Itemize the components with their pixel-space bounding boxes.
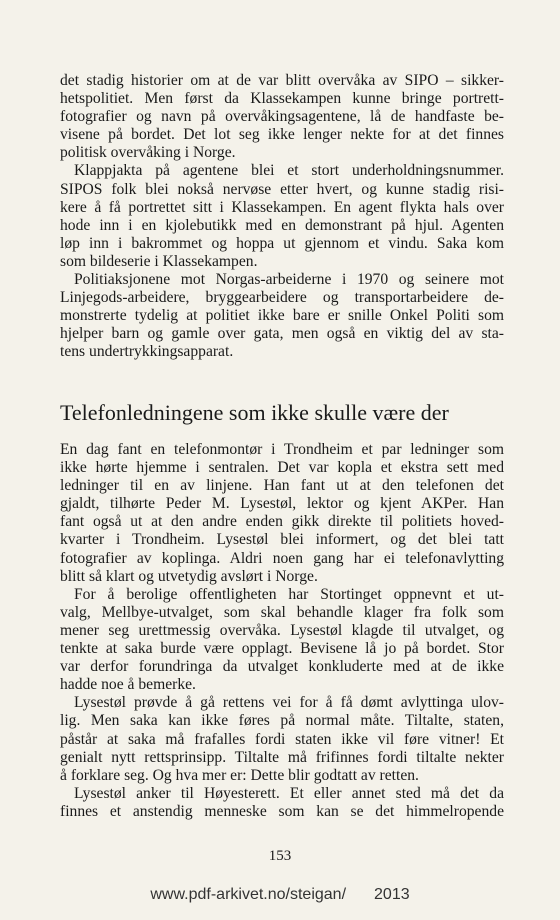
text-line: ikke hørte hjemme i sentralen. Det var kopla et ekstra sett med (60, 459, 504, 477)
text-line: Lysestøl anker til Høyesterett. Et eller annet sted må det da (74, 784, 504, 802)
text-line: Lysestøl prøvde å gå rettens vei for å få dømt avlyttinga ulov- (74, 694, 504, 712)
text-line: det stadig historier om at de var blitt overvåka av SIPO – sikker- (60, 72, 504, 89)
text-line: visene på bordet. Det lot seg ikke lenger nekte for at det finnes (60, 126, 504, 144)
text-line: politisk overvåking i Norge. (60, 144, 236, 162)
text-line: hetspolitiet. Men først da Klassekampen kunne bringe portrett- (60, 90, 504, 108)
text-line: En dag fant en telefonmontør i Trondheim et par ledninger som (60, 441, 504, 458)
text-line: finnes et anstendig menneske som kan se det himmelropende (60, 802, 504, 820)
text-line: Klappjakta på agentene blei et stort underholdningsnummer. (74, 162, 504, 180)
text-line: kere å få portrettet sitt i Klassekampen. En agent flykta hals over (60, 198, 504, 216)
footer-year: 2013 (374, 886, 410, 903)
text-line: tenkte at saka burde være opplagt. Bevisene lå jo på bordet. Stor (60, 640, 504, 658)
text-line: Politiaksjonene mot Norgas-arbeiderne i 1970 og seinere mot (74, 271, 504, 289)
text-line: fant også ut at den andre enden gikk direkte til politiets hoved- (60, 513, 504, 531)
text-line: å forklare seg. Og hva mer er: Dette blir godtatt av retten. (60, 766, 419, 784)
text-line: valg, Mellbye-utvalget, som skal behandle klager fra folk som (60, 603, 504, 621)
text-line: For å berolige offentligheten har Stortinget oppnevnt et ut- (74, 585, 504, 603)
text-line: monstrerte tydelig at politiet ikke bare er snille Onkel Politi som (60, 307, 504, 325)
text-line: hode inn i en kjolebutikk med en demonstrant på hjul. Agenten (60, 216, 504, 234)
footer-url: www.pdf-arkivet.no/steigan/ (150, 886, 347, 903)
text-line: mener seg urettmessig overvåka. Lysestøl klagde til utvalget, og (60, 621, 504, 639)
text-line: som bildeserie i Klassekampen. (60, 252, 258, 270)
text-line: kvarter i Trondheim. Lysestøl blei informert, og det blei tatt (60, 531, 504, 549)
text-line: lig. Men saka kan ikke føres på normal måte. Tiltalte, staten, (60, 712, 504, 730)
text-line: blitt så klart og utvetydig avslørt i Norge. (60, 567, 318, 585)
text-line: genialt nytt rettsprinsipp. Tiltalte må frifinnes fordi tiltalte nekter (60, 748, 504, 766)
text-line: ledninger til en av linjene. Han fant ut at den telefonen det (60, 477, 504, 495)
text-line: SIPOS folk blei nokså nervøse etter hvert, og kunne stadig risi- (60, 180, 504, 198)
text-line: tens undertrykkingsapparat. (60, 343, 234, 361)
text-line: Linjegods-arbeidere, bryggearbeidere og transportarbeidere de- (60, 289, 504, 307)
body-text-section (60, 441, 504, 821)
text-line: hadde noe å bemerke. (60, 676, 196, 694)
page-number: 153 (268, 848, 292, 864)
text-line: fotografier av koplinga. Aldri noen gang har ei telefonavlytting (60, 549, 504, 567)
footer-credit (0, 886, 560, 904)
text-line: fotografier og navn på overvåkingsagentene, lå de handfaste be- (60, 108, 504, 126)
text-line: løp inn i bakrommet og hoppa ut gjennom et vindu. Saka kom (60, 234, 504, 252)
text-line: hjelper barn og gamle over gata, men også en viktig del av sta- (60, 325, 504, 343)
text-line: påstår at saka må frafalles fordi staten ikke vil føre vitner! Et (60, 730, 504, 748)
body-text-top (60, 72, 504, 362)
text-line: gjaldt, tilhørte Peder M. Lysestøl, lektor og kjent AKPer. Han (60, 495, 504, 513)
section-heading: Telefonledningene som ikke skulle være der (60, 400, 449, 425)
text-line: var derfor forundringa da utvalget konkluderte med at de ikke (60, 658, 504, 676)
